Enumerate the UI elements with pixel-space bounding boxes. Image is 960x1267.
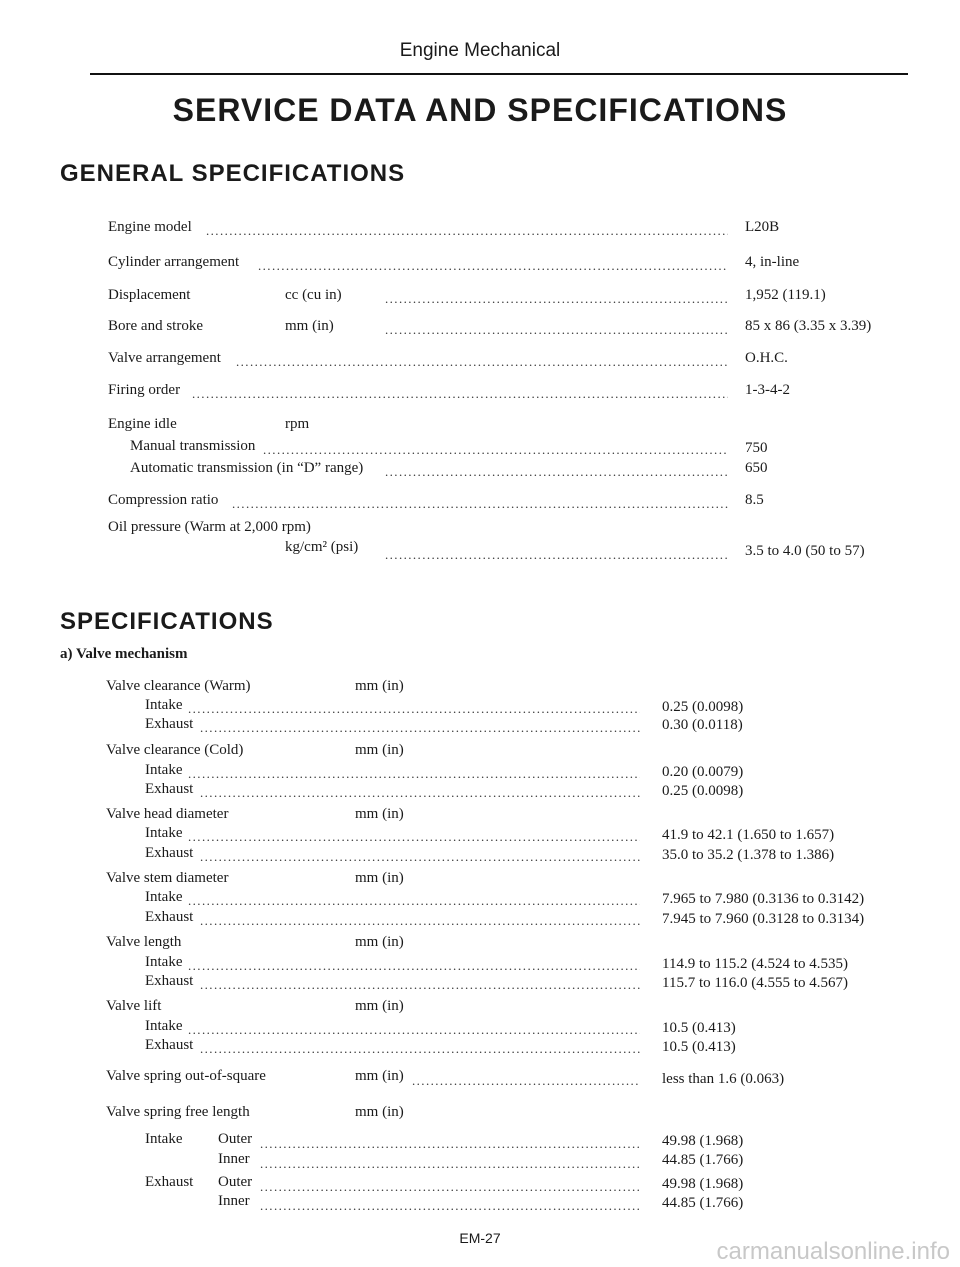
displacement-unit: cc (cu in) <box>285 287 342 303</box>
valve-clearance-cold-intake-value: 0.20 (0.0079) <box>662 764 744 780</box>
valve-head-diameter-intake-label: Intake <box>145 825 183 841</box>
idle-manual-value: 750 <box>745 440 768 456</box>
leader-dots <box>236 354 728 368</box>
oil-pressure-label: Oil pressure (Warm at 2,000 rpm) <box>108 519 311 535</box>
leader-dots <box>412 1073 640 1087</box>
spring-exhaust-outer-label: Outer <box>218 1174 253 1190</box>
leader-dots <box>192 386 728 400</box>
page-title: SERVICE DATA AND SPECIFICATIONS <box>172 92 788 128</box>
valve-length-intake-value: 114.9 to 115.2 (4.524 to 4.535) <box>662 956 848 972</box>
compression-ratio-label: Compression ratio <box>108 492 219 508</box>
valve-clearance-warm-intake-label: Intake <box>145 697 183 713</box>
firing-order-label: Firing order <box>108 382 181 398</box>
valve-lift-label: Valve lift <box>106 998 162 1014</box>
engine-model-value: L20B <box>745 219 780 235</box>
bore-stroke-label: Bore and stroke <box>108 318 203 334</box>
valve-head-diameter-unit: mm (in) <box>355 806 404 822</box>
valve-head-diameter-exhaust-value: 35.0 to 35.2 (1.378 to 1.386) <box>662 847 835 863</box>
valve-stem-diameter-label: Valve stem diameter <box>106 870 229 886</box>
engine-model-label: Engine model <box>108 219 192 235</box>
idle-auto-value: 650 <box>745 460 768 476</box>
leader-dots <box>385 291 728 305</box>
leader-dots <box>200 785 640 799</box>
leader-dots <box>200 849 640 863</box>
valve-lift-intake-label: Intake <box>145 1018 183 1034</box>
valve-stem-diameter-intake-value: 7.965 to 7.980 (0.3136 to 0.3142) <box>662 891 865 907</box>
oil-pressure-value: 3.5 to 4.0 (50 to 57) <box>745 543 865 559</box>
oil-pressure-unit: kg/cm² (psi) <box>285 539 359 555</box>
spring-exhaust-outer-value: 49.98 (1.968) <box>662 1176 744 1192</box>
displacement-label: Displacement <box>108 287 191 303</box>
leader-dots <box>385 322 728 336</box>
valve-clearance-warm-unit: mm (in) <box>355 678 404 694</box>
leader-dots <box>188 766 640 780</box>
valve-arrangement-value: O.H.C. <box>745 350 788 366</box>
cylinder-arrangement-label: Cylinder arrangement <box>108 254 240 270</box>
valve-length-unit: mm (in) <box>355 934 404 950</box>
firing-order-value: 1-3-4-2 <box>745 382 790 398</box>
leader-dots <box>260 1156 640 1170</box>
valve-clearance-warm-exhaust-label: Exhaust <box>145 716 194 732</box>
leader-dots <box>260 1136 640 1150</box>
valve-length-intake-label: Intake <box>145 954 183 970</box>
valve-head-diameter-label: Valve head diameter <box>106 806 229 822</box>
leader-dots <box>188 1022 640 1036</box>
watermark: carmanualsonline.info <box>716 1238 950 1265</box>
leader-dots <box>385 464 728 478</box>
leader-dots <box>200 977 640 991</box>
valve-stem-diameter-intake-label: Intake <box>145 889 183 905</box>
leader-dots <box>200 1041 640 1055</box>
leader-dots <box>260 1198 640 1212</box>
bore-stroke-value: 85 x 86 (3.35 x 3.39) <box>745 318 872 334</box>
valve-spring-oos-unit: mm (in) <box>355 1068 404 1084</box>
valve-clearance-cold-label: Valve clearance (Cold) <box>106 742 244 758</box>
valve-clearance-cold-exhaust-label: Exhaust <box>145 781 194 797</box>
leader-dots <box>206 223 728 237</box>
spring-intake-outer-value: 49.98 (1.968) <box>662 1133 744 1149</box>
cylinder-arrangement-value: 4, in-line <box>745 254 800 270</box>
valve-lift-exhaust-value: 10.5 (0.413) <box>662 1039 736 1055</box>
leader-dots <box>200 913 640 927</box>
specifications-heading: SPECIFICATIONS <box>60 608 274 635</box>
valve-clearance-cold-unit: mm (in) <box>355 742 404 758</box>
valve-head-diameter-intake-value: 41.9 to 42.1 (1.650 to 1.657) <box>662 827 835 843</box>
valve-length-exhaust-value: 115.7 to 116.0 (4.555 to 4.567) <box>662 975 848 991</box>
displacement-value: 1,952 (119.1) <box>745 287 826 303</box>
compression-ratio-value: 8.5 <box>745 492 764 508</box>
leader-dots <box>200 720 640 734</box>
valve-clearance-cold-intake-label: Intake <box>145 762 183 778</box>
valve-clearance-warm-exhaust-value: 0.30 (0.0118) <box>662 717 743 733</box>
valve-arrangement-label: Valve arrangement <box>108 350 221 366</box>
idle-manual-label: Manual transmission <box>130 438 256 454</box>
leader-dots <box>188 893 640 907</box>
leader-dots <box>232 496 728 510</box>
idle-auto-label: Automatic transmission (in “D” range) <box>130 460 364 476</box>
running-header: Engine Mechanical <box>399 40 561 61</box>
spring-exhaust-inner-value: 44.85 (1.766) <box>662 1195 744 1211</box>
valve-stem-diameter-unit: mm (in) <box>355 870 404 886</box>
valve-clearance-cold-exhaust-value: 0.25 (0.0098) <box>662 783 744 799</box>
valve-lift-exhaust-label: Exhaust <box>145 1037 194 1053</box>
valve-lift-intake-value: 10.5 (0.413) <box>662 1020 736 1036</box>
spring-exhaust-label: Exhaust <box>145 1174 194 1190</box>
leader-dots <box>260 1179 640 1193</box>
spring-intake-outer-label: Outer <box>218 1131 253 1147</box>
leader-dots <box>188 829 640 843</box>
valve-lift-unit: mm (in) <box>355 998 404 1014</box>
bore-stroke-unit: mm (in) <box>285 318 334 334</box>
leader-dots <box>258 258 728 272</box>
spring-intake-inner-value: 44.85 (1.766) <box>662 1152 744 1168</box>
valve-clearance-warm-label: Valve clearance (Warm) <box>106 678 251 694</box>
leader-dots <box>188 701 640 715</box>
header-rule <box>90 73 908 75</box>
spring-intake-label: Intake <box>145 1131 183 1147</box>
spring-intake-inner-label: Inner <box>218 1151 250 1167</box>
engine-idle-unit: rpm <box>285 416 310 432</box>
valve-mechanism-heading: a) Valve mechanism <box>60 646 188 662</box>
valve-spring-oos-value: less than 1.6 (0.063) <box>662 1071 785 1087</box>
leader-dots <box>385 547 728 561</box>
leader-dots <box>188 958 640 972</box>
valve-length-exhaust-label: Exhaust <box>145 973 194 989</box>
valve-clearance-warm-intake-value: 0.25 (0.0098) <box>662 699 744 715</box>
valve-head-diameter-exhaust-label: Exhaust <box>145 845 194 861</box>
spring-exhaust-inner-label: Inner <box>218 1193 250 1209</box>
valve-stem-diameter-exhaust-label: Exhaust <box>145 909 194 925</box>
valve-spring-oos-label: Valve spring out-of-square <box>106 1068 266 1084</box>
engine-idle-label: Engine idle <box>108 416 177 432</box>
valve-length-label: Valve length <box>106 934 182 950</box>
page-number: EM-27 <box>459 1230 501 1246</box>
valve-spring-free-length-label: Valve spring free length <box>106 1104 250 1120</box>
valve-spring-free-length-unit: mm (in) <box>355 1104 404 1120</box>
leader-dots <box>263 442 728 456</box>
valve-stem-diameter-exhaust-value: 7.945 to 7.960 (0.3128 to 0.3134) <box>662 911 865 927</box>
general-specifications-heading: GENERAL SPECIFICATIONS <box>60 160 406 187</box>
